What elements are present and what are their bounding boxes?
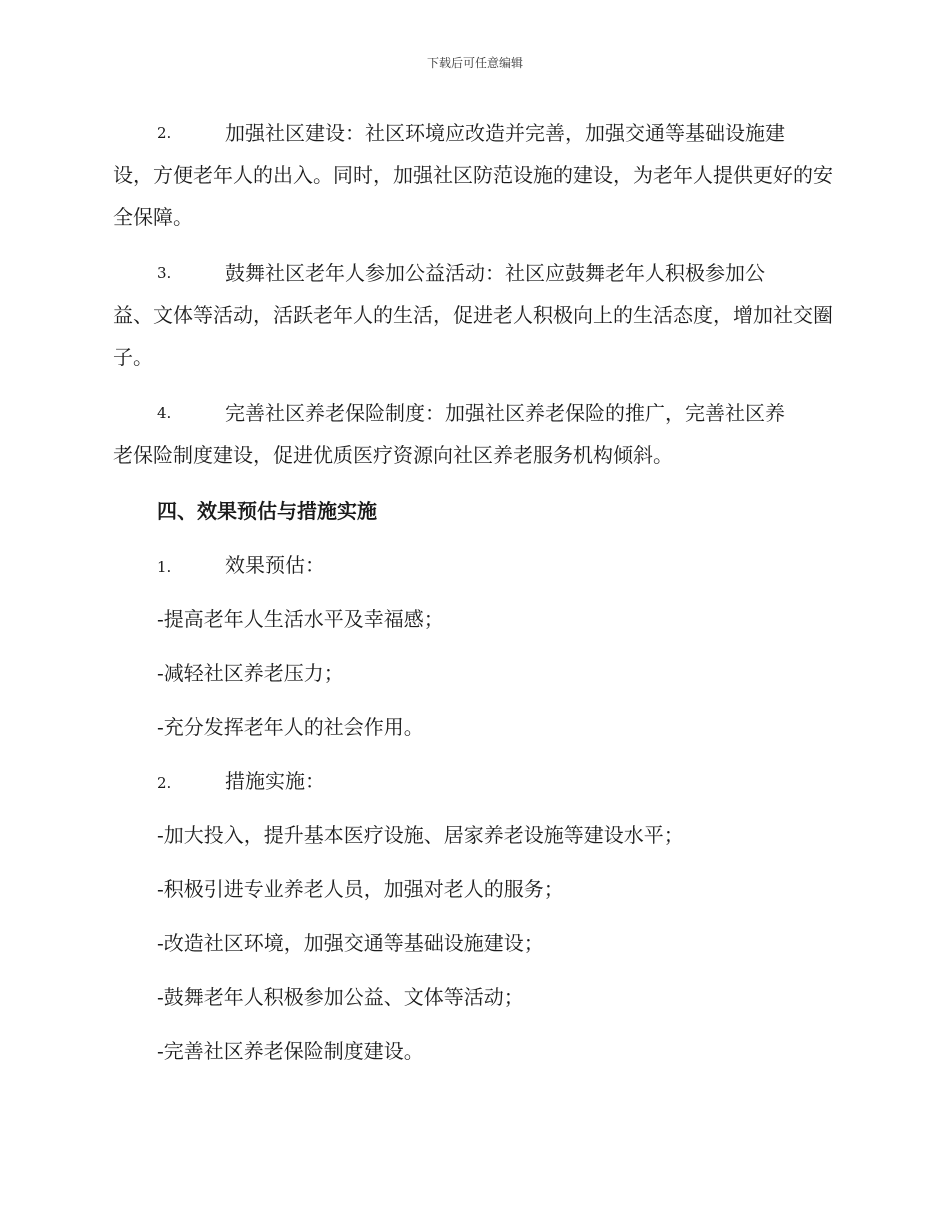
item-number: 4. <box>157 404 172 422</box>
paragraph-continuation: 老保险制度建设，促进优质医疗资源向社区养老服务机构倾斜。 <box>113 443 673 467</box>
bullet-item: -充分发挥老年人的社会作用。 <box>157 715 424 739</box>
item-number: 2. <box>157 774 172 792</box>
numbered-paragraph-4 <box>113 392 838 476</box>
bullet-item: -完善社区养老保险制度建设。 <box>157 1039 424 1063</box>
paragraph-continuation: 益、文体等活动，活跃老年人的生活，促进老人积极向上的生活态度，增加社交圈子。 <box>113 303 833 369</box>
paragraph-first-line <box>113 112 838 154</box>
subsection-label: 效果预估： <box>225 553 325 577</box>
bullet-item: -提高老年人生活水平及幸福感； <box>157 607 444 631</box>
bullet-item: -加大投入，提升基本医疗设施、居家养老设施等建设水平； <box>157 823 684 847</box>
paragraph-first-line <box>113 252 838 294</box>
numbered-paragraph-2 <box>113 112 838 238</box>
bullet-item: -积极引进专业养老人员，加强对老人的服务； <box>157 877 564 901</box>
bullet-item: -减轻社区养老压力； <box>157 661 344 685</box>
subsection-measures <box>113 760 838 802</box>
subsection-label: 措施实施： <box>225 769 325 793</box>
item-number: 1. <box>157 558 172 576</box>
section-heading: 四、效果预估与措施实施 <box>157 499 377 523</box>
item-number: 3. <box>157 264 172 282</box>
paragraph-first-line <box>113 392 838 434</box>
numbered-paragraph-3 <box>113 252 838 378</box>
paragraph-continuation: 设，方便老年人的出入。同时，加强社区防范设施的建设，为老年人提供更好的安全保障。 <box>113 163 833 229</box>
page-header: 下载后可任意编辑 <box>426 56 523 70</box>
paragraph-lead-text: 加强社区建设：社区环境应改造并完善，加强交通等基础设施建 <box>225 121 785 145</box>
bullet-item: -鼓舞老年人积极参加公益、文体等活动； <box>157 985 524 1009</box>
bullet-item: -改造社区环境，加强交通等基础设施建设； <box>157 931 544 955</box>
item-number: 2. <box>157 124 172 142</box>
paragraph-lead-text: 完善社区养老保险制度：加强社区养老保险的推广，完善社区养 <box>225 401 785 425</box>
document-body <box>113 112 838 1084</box>
paragraph-lead-text: 鼓舞社区老年人参加公益活动：社区应鼓舞老年人积极参加公 <box>225 261 765 285</box>
subsection-effect-estimate <box>113 544 838 586</box>
